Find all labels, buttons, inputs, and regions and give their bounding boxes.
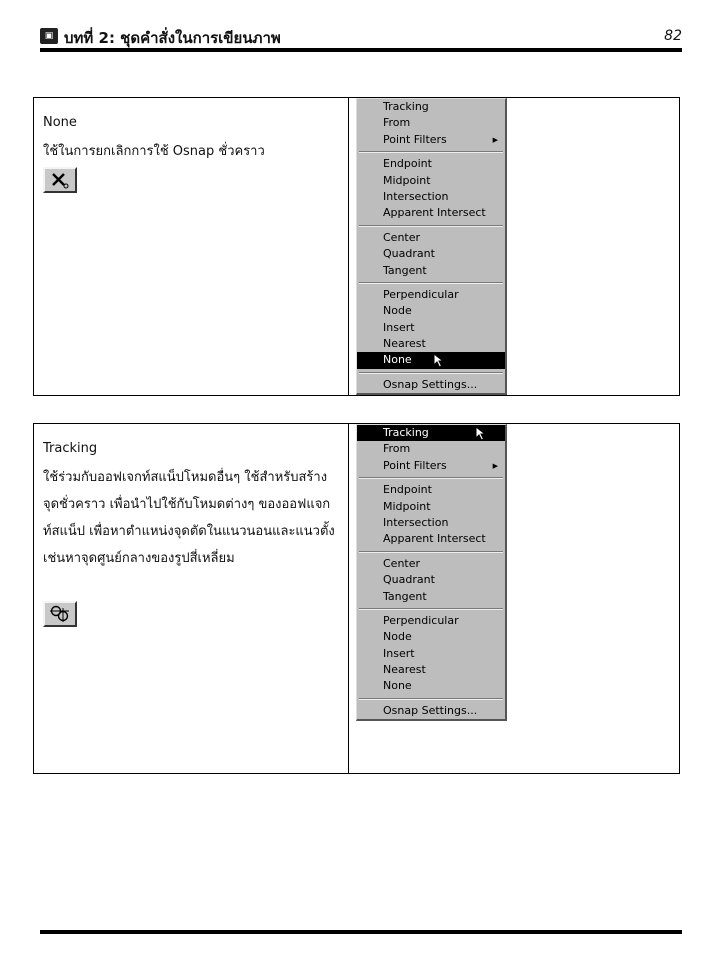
submenu-arrow-icon: ▶: [492, 135, 498, 144]
menu-item-from[interactable]: From: [383, 116, 411, 130]
menu-item-midpoint[interactable]: Midpoint: [383, 173, 431, 187]
menu-item-apparent-intersect[interactable]: Apparent Intersect: [383, 532, 486, 546]
menu-item-endpoint[interactable]: Endpoint: [383, 157, 432, 171]
menu-item-endpoint[interactable]: Endpoint: [383, 483, 432, 497]
menu-item-apparent-intersect[interactable]: Apparent Intersect: [383, 206, 486, 220]
osnap-context-menu: [356, 98, 507, 395]
menu-item-perpendicular[interactable]: Perpendicular: [383, 613, 459, 627]
menu-item-center[interactable]: Center: [383, 556, 421, 570]
osnap-none-icon: [49, 171, 71, 189]
submenu-arrow-icon: ▶: [492, 461, 498, 470]
none-description-cell: [34, 98, 349, 395]
menu-separator: [359, 608, 503, 610]
menu-item-perpendicular[interactable]: Perpendicular: [383, 287, 459, 301]
tracking-button[interactable]: [43, 601, 77, 627]
tracking-menu-cell: [348, 424, 679, 773]
menu-separator: [359, 551, 503, 553]
menu-item-tangent[interactable]: Tangent: [383, 263, 427, 277]
menu-item-label: None: [383, 353, 412, 367]
menu-item-from[interactable]: From: [383, 442, 411, 456]
menu-separator: [359, 477, 503, 479]
page-header: [40, 26, 682, 48]
menu-item-center[interactable]: Center: [383, 230, 421, 244]
menu-item-nearest[interactable]: Nearest: [383, 663, 426, 677]
menu-item-osnap-settings[interactable]: Osnap Settings...: [383, 703, 478, 717]
mouse-cursor-icon: [433, 353, 445, 368]
menu-item-label: Tracking: [383, 426, 429, 439]
page-number: 82: [664, 28, 682, 44]
menu-item-midpoint[interactable]: Midpoint: [383, 499, 431, 513]
menu-item-tangent[interactable]: Tangent: [383, 589, 427, 603]
none-table: [33, 97, 680, 396]
menu-item-node[interactable]: Node: [383, 630, 412, 644]
mouse-cursor-icon: [475, 426, 487, 441]
menu-item-insert[interactable]: Insert: [383, 646, 415, 660]
menu-separator: [359, 151, 503, 153]
menu-item-quadrant[interactable]: Quadrant: [383, 247, 435, 261]
menu-item-node[interactable]: Node: [383, 304, 412, 318]
menu-item-intersection[interactable]: Intersection: [383, 189, 449, 203]
section-description: ใช้ร่วมกับออฟเจกท์สแน็ปโหมดอื่นๆ ใช้สำหรับสร้างจุดชั่วคราว เพื่อนำไปใช้กับโหมดต่างๆ ของออฟแจกท์สแน็ป เพื่อหาตำแหน่งจุดตัดในแนวนอนและแนวตั้ง เช่นหาจุดศูนย์กลางของรูปสี่เหลี่ยม: [43, 470, 335, 566]
section-label: None: [43, 115, 77, 130]
tracking-description-cell: [34, 424, 349, 773]
menu-separator: [359, 225, 503, 227]
menu-item-quadrant[interactable]: Quadrant: [383, 573, 435, 587]
chapter-title: บทที่ 2: ชุดคำสั่งในการเขียนภาพ: [64, 29, 281, 47]
menu-separator: [359, 282, 503, 284]
menu-item-insert[interactable]: Insert: [383, 320, 415, 334]
none-menu-cell: [348, 98, 679, 395]
footer-rule: [40, 930, 682, 934]
section-description: ใช้ในการยกเลิกการใช้ Osnap ชั่วคราว: [43, 144, 265, 159]
menu-item-nearest[interactable]: Nearest: [383, 337, 426, 351]
menu-item-osnap-settings[interactable]: Osnap Settings...: [383, 377, 478, 391]
header-rule: [40, 48, 682, 52]
tracking-icon: [49, 605, 71, 623]
tracking-table: [33, 423, 680, 774]
menu-separator: [359, 372, 503, 374]
menu-separator: [359, 698, 503, 700]
menu-item-label: Point Filters: [383, 132, 447, 146]
menu-item-intersection[interactable]: Intersection: [383, 515, 449, 529]
menu-item-none[interactable]: [357, 352, 505, 368]
menu-item-label: Point Filters: [383, 458, 447, 472]
menu-item-none[interactable]: None: [383, 679, 412, 693]
osnap-none-button[interactable]: [43, 167, 77, 193]
book-logo-icon: ▣: [40, 28, 58, 44]
section-label: Tracking: [43, 441, 98, 456]
osnap-context-menu: [356, 424, 507, 721]
menu-item-point-filters[interactable]: [357, 132, 505, 148]
menu-item-tracking[interactable]: Tracking: [383, 100, 429, 113]
menu-item-tracking[interactable]: [357, 425, 505, 441]
menu-item-point-filters[interactable]: [357, 458, 505, 474]
